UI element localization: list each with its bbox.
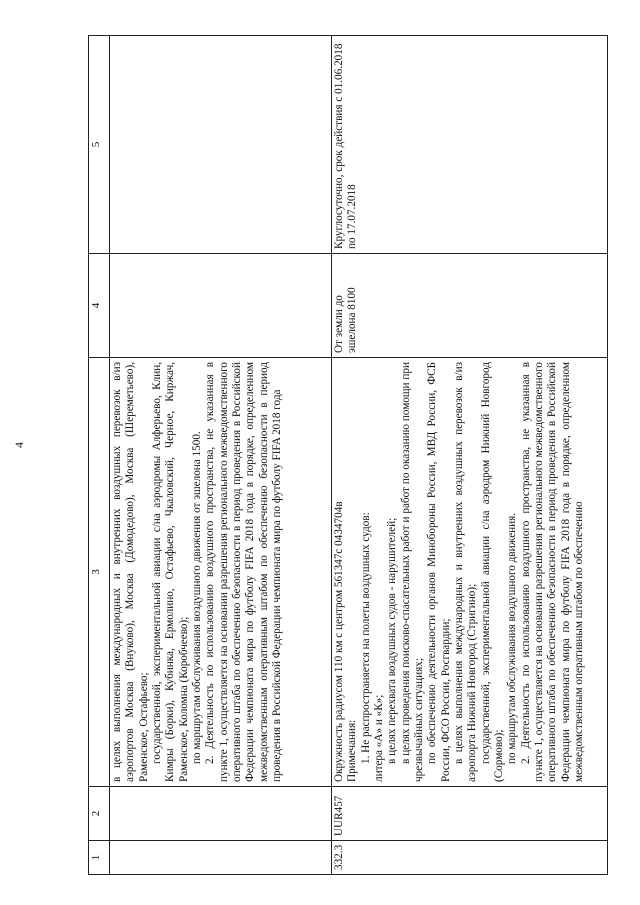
page-number: 4 <box>12 442 26 448</box>
table-row-continuation <box>110 36 332 875</box>
description-line: 2. Деятельность по использованию воздушного пространства, не указанная в пункте 1, осуществляется на основании разрешения регионального межведомственного оперативного штаба по обеспечению безопасности в период проведения в Российской Федерации чемпионата мира по футболу FIFA 2018 года в порядке, определенном межведомственным оперативным штабом по обеспечению безопасности в период проведения в Российской Федерации чемпионата мира по футболу FIFA 2018 года <box>204 362 283 782</box>
description-line: 1. Не распространяется на полеты воздушных судов: <box>359 512 372 764</box>
cell-schedule: Круглосуточно, срок действия с 01.06.2018 по 17.07.2018 <box>332 36 608 254</box>
rotated-page <box>88 35 608 875</box>
airspace-table <box>88 35 608 875</box>
column-header-5: 5 <box>89 36 110 254</box>
description-line: в целях перехвата воздушных судов - нарушителей; <box>386 517 399 764</box>
cell-description <box>332 358 608 787</box>
description-line: в целях выполнения международных и внутренних воздушных перевозок в/из аэропортов Москва (Внуково), Москва (Домодедово), Москва (Шереметьево), Раменское, Остафьево; <box>111 362 150 782</box>
cell-description <box>110 358 332 787</box>
header-row <box>89 36 110 875</box>
description-line: по маршрутам обслуживания воздушного движения от эшелона 1500. <box>190 431 203 764</box>
description-line: государственной, экспериментальной авиации с/на аэродромы Алферьево, Клин, Кимры (Борки), Кубинка, Ермолино, Остафьево, Чкаловский, Черное, Киржач, Раменское, Коломна (Коробчеево); <box>150 362 190 782</box>
description-line: 2. Деятельность по использованию воздушного пространства, не указанная в пункте 1, осуществляется на основании разрешения регионального межведомственного оперативного штаба по обеспечению безопасности в период проведения в Российской Федерации чемпионата мира по футболу FIFA 2018 года в порядке, определенном межведомственным оперативным штабом по обеспечению <box>519 362 585 782</box>
column-header-2: 2 <box>89 787 110 841</box>
column-header-1: 1 <box>89 841 110 875</box>
cell-number <box>110 841 332 875</box>
description-line: по обеспечению деятельности органов Минобороны России, МВД России, ФСБ России, ФСО России, Росгвардии; <box>426 362 452 782</box>
column-header-3: 3 <box>89 358 110 787</box>
description-line: литера «А» и «К»; <box>372 694 385 782</box>
cell-altitude: От земли до эшелона 8100 <box>332 254 608 358</box>
description-line: в целях проведения поисково-спасательных работ и работ по оказанию помощи при чрезвычайных ситуациях; <box>399 362 425 782</box>
table-row-uur457 <box>332 36 608 875</box>
description-line: Окружность радиусом 110 км с центром 561347с 0434704в <box>333 501 345 782</box>
cell-number: 332.3 <box>332 841 608 875</box>
cell-altitude <box>110 254 332 358</box>
description-line: по маршрутам обслуживания воздушного движения. <box>506 512 519 764</box>
cell-schedule <box>110 36 332 254</box>
description-line: в целях выполнения международных и внутренних воздушных перевозок в/из аэропорта Нижний Новгород (Стригино); <box>452 362 479 782</box>
column-header-4: 4 <box>89 254 110 358</box>
cell-code <box>110 787 332 841</box>
cell-code: UUR457 <box>332 787 608 841</box>
description-line: Примечания: <box>346 719 359 782</box>
description-line: государственной, экспериментальной авиации с/на аэродром Нижний Новгород (Сормово); <box>479 362 505 782</box>
